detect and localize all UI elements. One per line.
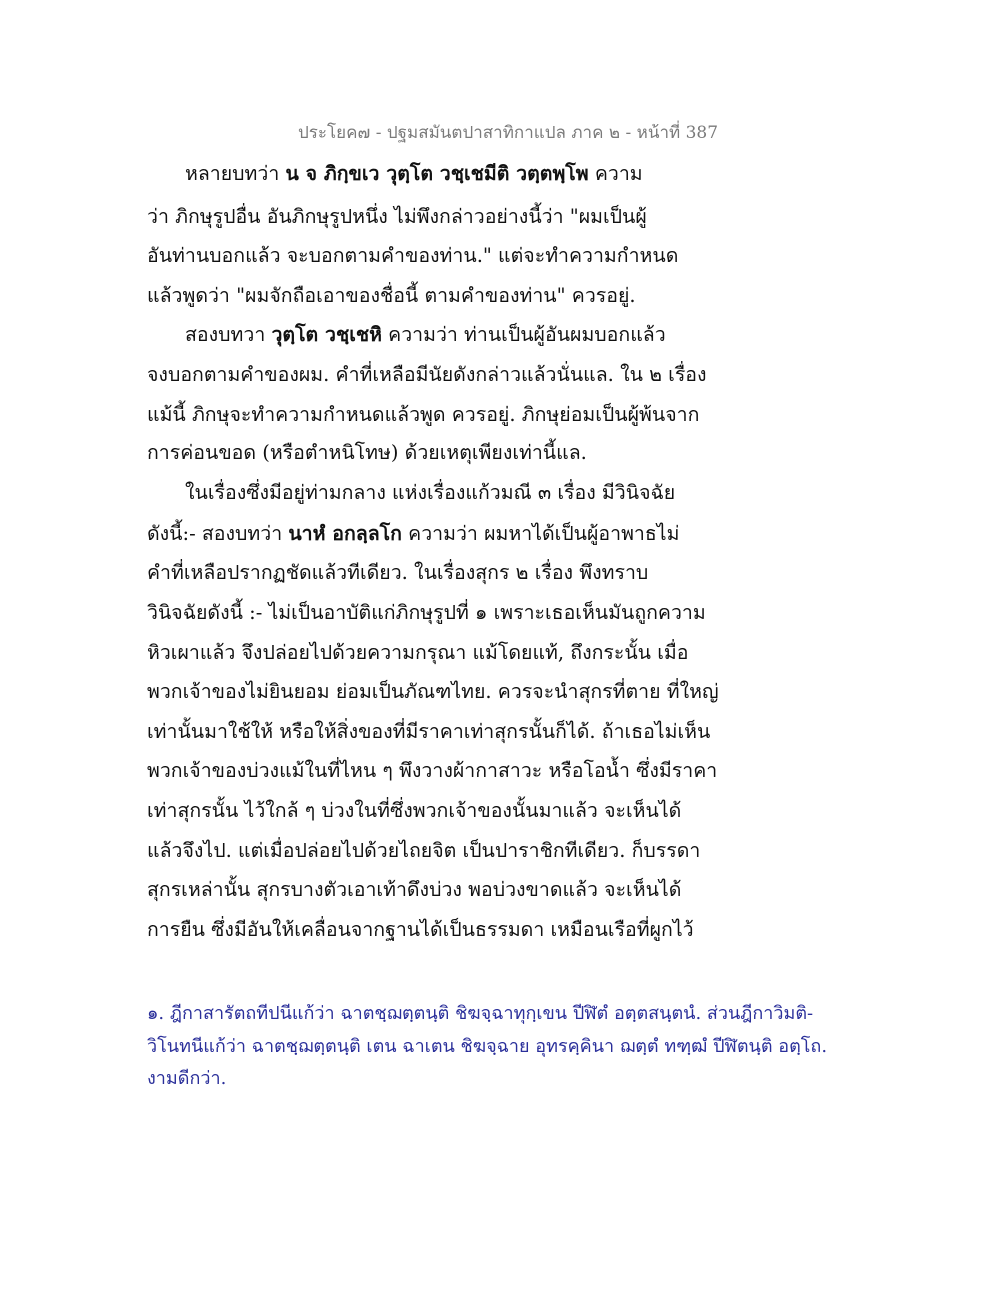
body-line: เท่าสุกรนั้น ไว้ใกล้ ๆ บ่วงในที่ซึ่งพวกเจ้าของนั้นมาแล้ว จะเห็นได้ [147, 799, 682, 822]
body-line: หลายบทว่า น จ ภิกฺขเว วุตฺโต วชฺเชมีติ วตฺตพฺโพ ความ [185, 162, 643, 185]
body-line: การยืน ซึ่งมีอันให้เคลื่อนจากฐานได้เป็นธรรมดา เหมือนเรือที่ผูกไว้ [147, 918, 694, 941]
body-line: สุกรเหล่านั้น สุกรบางตัวเอาเท้าดึงบ่วง พอบ่วงขาดแล้ว จะเห็นได้ [147, 878, 682, 901]
body-line: หิวเผาแล้ว จึงปล่อยไปด้วยความกรุณา แม้โดยแท้, ถึงกระนั้น เมื่อ [147, 641, 689, 664]
body-line: วินิจฉัยดังนี้ :- ไม่เป็นอาบัติแก่ภิกษุรูปที่ ๑ เพราะเธอเห็นมันถูกความ [147, 601, 706, 624]
body-line: ดังนี้:- สองบทว่า นาหํ อกลฺลโก ความว่า ผมหาได้เป็นผู้อาพาธไม่ [147, 522, 680, 545]
body-line: เท่านั้นมาใช้ให้ หรือให้สิ่งของที่มีราคาเท่าสุกรนั้นก็ได้. ถ้าเธอไม่เห็น [147, 720, 711, 743]
body-line: อันท่านบอกแล้ว จะบอกตามคำของท่าน." แต่จะทำความกำหนด [147, 244, 679, 267]
body-line: ว่า ภิกษุรูปอื่น อันภิกษุรูปหนึ่ง ไม่พึงกล่าวอย่างนี้ว่า "ผมเป็นผู้ [147, 205, 647, 228]
footnote-line: งามดีกว่า. [147, 1068, 227, 1089]
body-line: คำที่เหลือปรากฏชัดแล้วทีเดียว. ในเรื่องสุกร ๒ เรื่อง พึงทราบ [147, 561, 649, 584]
body-line: แม้นี้ ภิกษุจะทำความกำหนดแล้วพูด ควรอยู่. ภิกษุย่อมเป็นผู้พ้นจาก [147, 403, 700, 426]
body-line: พวกเจ้าของบ่วงแม้ในที่ไหน ๆ พึงวางผ้ากาสาวะ หรือโอน้ำ ซึ่งมีราคา [147, 759, 718, 782]
body-line: แล้วจึงไป. แต่เมื่อปล่อยไปด้วยไถยจิต เป็นปาราชิกทีเดียว. ก็บรรดา [147, 839, 701, 862]
page-header: ประโยค๗ - ปฐมสมันตปาสาทิกาแปล ภาค ๒ - หน้าที่ 387 [298, 123, 719, 143]
body-line: แล้วพูดว่า "ผมจักถือเอาของชื่อนี้ ตามคำของท่าน" ควรอยู่. [147, 284, 636, 307]
body-line: สองบทวา วุตฺโต วชฺเชหิ ความว่า ท่านเป็นผู้อันผมบอกแล้ว [185, 323, 666, 346]
body-line: พวกเจ้าของไม่ยินยอม ย่อมเป็นภัณฑไทย. ควรจะนำสุกรที่ตาย ที่ใหญ่ [147, 680, 719, 703]
footnote-line: ๑. ฎีกาสารัตถทีปนีแก้ว่า ฉาตชฺฌตฺตนฺติ ชิฆจฺฉาทุกฺเขน ปีฬิตํ อตฺตสนฺตนํ. ส่วนฎีกาวิมติ- [147, 1003, 814, 1024]
body-line: การค่อนขอด (หรือตำหนิโทษ) ด้วยเหตุเพียงเท่านี้แล. [147, 441, 587, 464]
body-line: จงบอกตามคำของผม. คำที่เหลือมีนัยดังกล่าวแล้วนั่นแล. ใน ๒ เรื่อง [147, 363, 707, 386]
body-line: ในเรื่องซึ่งมีอยู่ท่ามกลาง แห่งเรื่องแก้วมณี ๓ เรื่อง มีวินิจฉัย [185, 481, 676, 504]
footnote-line: วิโนทนีแก้ว่า ฉาตชฺฌตฺตนฺติ เตน ฉาเตน ชิฆจฺฉาย อุทรคฺคินา ฌตฺตํ ทฑฺฒํ ปีฬิตนฺติ อตฺโถ. [147, 1036, 828, 1057]
